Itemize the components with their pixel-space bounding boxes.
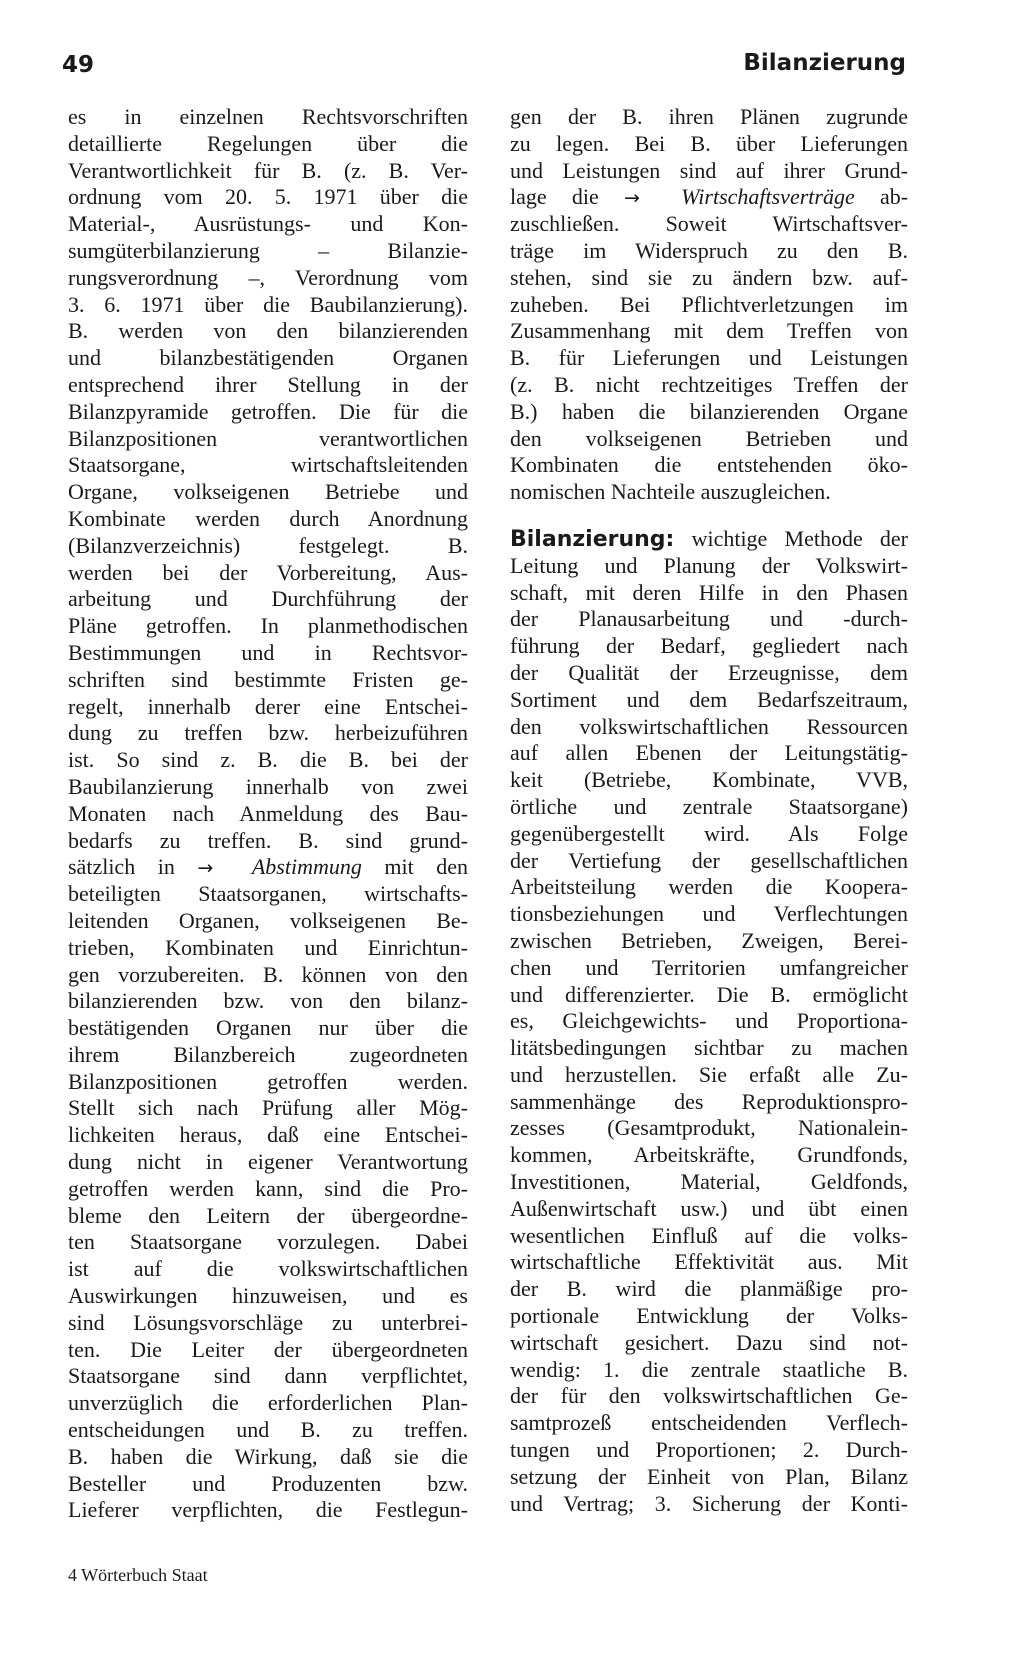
cross-reference-term: Wirtschaftsverträge: [681, 184, 855, 210]
text-line: auf allen Ebenen der Leitungstätig-: [510, 740, 908, 766]
reference-arrow-icon: →: [623, 187, 640, 210]
text-line: wirtschaft gesichert. Dazu sind not-: [510, 1329, 908, 1355]
text-line: arbeitung und Durchführung der: [68, 586, 468, 612]
text-line: schriften sind bestimmte Fristen ge-: [68, 666, 468, 692]
text-fragment: ab-: [879, 184, 909, 210]
signature-footer: 4 Wörterbuch Staat: [68, 1565, 208, 1585]
text-line: Investitionen, Material, Geldfonds,: [510, 1169, 908, 1195]
text-line: portionale Entwicklung der Volks-: [510, 1303, 908, 1329]
text-line: und differenzierter. Die B. ermöglicht: [510, 981, 908, 1007]
text-line: der Qualität der Erzeugnisse, dem: [510, 659, 908, 685]
text-line: träge im Widerspruch zu den B.: [510, 237, 908, 263]
text-line: regelt, innerhalb derer eine Entschei-: [68, 693, 468, 719]
left-text-block: [68, 104, 468, 854]
cross-reference-term: Abstimmung: [251, 854, 362, 880]
text-line: Außenwirtschaft usw.) und übt einen: [510, 1195, 908, 1221]
entry-text-block: [510, 553, 908, 1518]
text-line: B.) haben die bilanzierenden Organe: [510, 398, 908, 424]
text-line: keit (Betriebe, Kombinate, VVB,: [510, 767, 908, 793]
text-line: zu legen. Bei B. über Lieferungen: [510, 130, 908, 156]
text-line: Zusammenhang mit dem Treffen von: [510, 318, 908, 344]
text-line: B. für Lieferungen und Leistungen: [510, 345, 908, 371]
text-line: Monaten nach Anmeldung des Bau-: [68, 800, 468, 826]
text-line: lichkeiten heraus, daß eine Entschei-: [68, 1122, 468, 1148]
entry-heading-line: [510, 526, 908, 553]
text-line: nomischen Nachteile auszugleichen.: [510, 479, 831, 505]
text-line: zesses (Gesamtprodukt, Nationalein-: [510, 1115, 908, 1141]
text-line: entscheidungen und B. zu treffen.: [68, 1417, 468, 1443]
text-line: zuheben. Bei Pflichtverletzungen im: [510, 291, 908, 317]
text-line: der B. wird die planmäßige pro-: [510, 1276, 908, 1302]
text-line: Sortiment und dem Bedarfszeitraum,: [510, 686, 908, 712]
text-line: Bilanzpositionen getroffen werden.: [68, 1068, 468, 1094]
text-line: entsprechend ihrer Stellung in der: [68, 371, 468, 397]
text-line: unverzüglich die erforderlichen Plan-: [68, 1390, 468, 1416]
text-line: samtprozeß entscheidenden Verflech-: [510, 1410, 908, 1436]
text-line: bilanzierenden bzw. von den bilanz-: [68, 988, 468, 1014]
text-line: ist auf die volkswirtschaftlichen: [68, 1256, 468, 1282]
text-line: trieben, Kombinaten und Einrichtun-: [68, 934, 468, 960]
text-line: setzung der Einheit von Plan, Bilanz: [510, 1463, 908, 1489]
right-text-block: [510, 104, 908, 184]
text-line: bleme den Leitern der übergeordne-: [68, 1202, 468, 1228]
text-line: und Leistungen sind auf ihrer Grund-: [510, 157, 908, 183]
text-line: gen der B. ihren Plänen zugrunde: [510, 104, 908, 129]
text-line: den volkswirtschaftlichen Ressourcen: [510, 713, 908, 739]
text-line: B. werden von den bilanzierenden: [68, 318, 468, 344]
text-line: (Bilanzverzeichnis) festgelegt. B.: [68, 532, 468, 558]
text-line: bedarfs zu treffen. B. sind grund-: [68, 827, 468, 853]
text-line: tungen und Proportionen; 2. Durch-: [510, 1437, 908, 1463]
text-line: Pläne getroffen. In planmethodischen: [68, 613, 468, 639]
text-line: und herzustellen. Sie erfaßt alle Zu-: [510, 1061, 908, 1087]
text-line: Lieferer verpflichten, die Festlegun-: [68, 1497, 468, 1523]
text-line: chen und Territorien umfangreicher: [510, 954, 908, 980]
right-text-block: [510, 211, 908, 506]
text-line: ten. Die Leiter der übergeordneten: [68, 1336, 468, 1362]
text-line: rungsverordnung –, Verordnung vom: [68, 264, 468, 290]
text-line: ist. So sind z. B. die B. bei der: [68, 747, 468, 773]
text-line: Bilanzpyramide getroffen. Die für die: [68, 398, 468, 424]
text-line: (z. B. nicht rechtzeitiges Treffen der: [510, 371, 908, 397]
reference-arrow-icon: →: [197, 857, 214, 880]
text-fragment: wichtige Methode der: [691, 525, 908, 551]
text-line: und Vertrag; 3. Sicherung der Konti-: [510, 1490, 908, 1516]
text-line: detaillierte Regelungen über die: [68, 130, 468, 156]
text-line: der für den volkswirtschaftlichen Ge-: [510, 1383, 908, 1409]
text-fragment: sätzlich in: [68, 854, 175, 880]
text-line: schaft, mit deren Hilfe in den Phasen: [510, 579, 908, 605]
text-line: Baubilanzierung innerhalb von zwei: [68, 773, 468, 799]
text-line: Material-, Ausrüstungs- und Kon-: [68, 211, 468, 237]
text-line: sind Lösungsvorschläge zu unterbrei-: [68, 1309, 468, 1335]
entry-lemma: Bilanzierung:: [510, 526, 675, 552]
text-line: tionsbeziehungen und Verflechtungen: [510, 901, 908, 927]
cross-reference-line: [510, 184, 908, 211]
text-fragment: lage die: [510, 184, 599, 210]
right-column: [510, 104, 908, 1517]
left-text-block: [68, 881, 468, 1524]
text-line: Besteller und Produzenten bzw.: [68, 1470, 468, 1496]
entry-separator: [510, 506, 908, 526]
text-line: wendig: 1. die zentrale staatliche B.: [510, 1356, 908, 1382]
text-line: gegenübergestellt wird. Als Folge: [510, 820, 908, 846]
text-line: leitenden Organen, volkseigenen Be-: [68, 907, 468, 933]
text-line: ordnung vom 20. 5. 1971 über die: [68, 184, 468, 210]
text-line: werden bei der Vorbereitung, Aus-: [68, 559, 468, 585]
left-column: [68, 104, 468, 1524]
text-line: beteiligten Staatsorganen, wirtschafts-: [68, 881, 468, 907]
text-line: B. haben die Wirkung, daß sie die: [68, 1443, 468, 1469]
text-line: Auswirkungen hinzuweisen, und es: [68, 1283, 468, 1309]
text-line: stehen, sind sie zu ändern bzw. auf-: [510, 264, 908, 290]
text-line: Staatsorgane, wirtschaftsleitenden: [68, 452, 468, 478]
text-line: Bestimmungen und in Rechtsvor-: [68, 639, 468, 665]
text-line: Kombinate werden durch Anordnung: [68, 505, 468, 531]
page-number: 49: [62, 52, 95, 78]
text-line: wirtschaftliche Effektivität aus. Mit: [510, 1249, 908, 1275]
text-fragment: mit den: [384, 854, 468, 880]
text-line: getroffen werden kann, sind die Pro-: [68, 1175, 468, 1201]
text-line: Kombinaten die entstehenden öko-: [510, 452, 908, 478]
text-line: ihrem Bilanzbereich zugeordneten: [68, 1041, 468, 1067]
text-line: sumgüterbilanzierung – Bilanzie-: [68, 237, 468, 263]
text-line: dung zu treffen bzw. herbeizuführen: [68, 720, 468, 746]
text-line: bestätigenden Organen nur über die: [68, 1015, 468, 1041]
text-line: kommen, Arbeitskräfte, Grundfonds,: [510, 1142, 908, 1168]
text-line: litätsbedingungen sichtbar zu machen: [510, 1035, 908, 1061]
text-line: der Vertiefung der gesellschaftlichen: [510, 847, 908, 873]
text-line: dung nicht in eigener Verantwortung: [68, 1149, 468, 1175]
text-line: es in einzelnen Rechtsvorschriften: [68, 104, 468, 129]
text-line: Verantwortlichkeit für B. (z. B. Ver-: [68, 157, 468, 183]
text-line: Leitung und Planung der Volkswirt-: [510, 552, 908, 578]
text-line: sammenhänge des Reproduktionspro-: [510, 1088, 908, 1114]
text-line: den volkseigenen Betrieben und: [510, 425, 908, 451]
text-line: Staatsorgane sind dann verpflichtet,: [68, 1363, 468, 1389]
text-line: Stellt sich nach Prüfung aller Mög-: [68, 1095, 468, 1121]
cross-reference-line: [68, 854, 468, 881]
text-line: Organe, volkseigenen Betriebe und: [68, 479, 468, 505]
text-line: Arbeitsteilung werden die Koopera-: [510, 874, 908, 900]
text-line: es, Gleichgewichts- und Proportiona-: [510, 1008, 908, 1034]
text-line: gen vorzubereiten. B. können von den: [68, 961, 468, 987]
text-line: ten Staatsorgane vorzulegen. Dabei: [68, 1229, 468, 1255]
text-line: 3. 6. 1971 über die Baubilanzierung).: [68, 291, 468, 317]
text-line: wesentlichen Einfluß auf die volks-: [510, 1222, 908, 1248]
text-line: und bilanzbestätigenden Organen: [68, 345, 468, 371]
text-line: zwischen Betrieben, Zweigen, Berei-: [510, 927, 908, 953]
text-line: örtliche und zentrale Staatsorgane): [510, 793, 908, 819]
text-line: Bilanzpositionen verantwortlichen: [68, 425, 468, 451]
running-head: Bilanzierung: [743, 50, 906, 76]
text-line: der Planausarbeitung und -durch-: [510, 606, 908, 632]
text-line: zuschließen. Soweit Wirtschaftsver-: [510, 211, 908, 237]
text-line: führung der Bedarf, gegliedert nach: [510, 633, 908, 659]
